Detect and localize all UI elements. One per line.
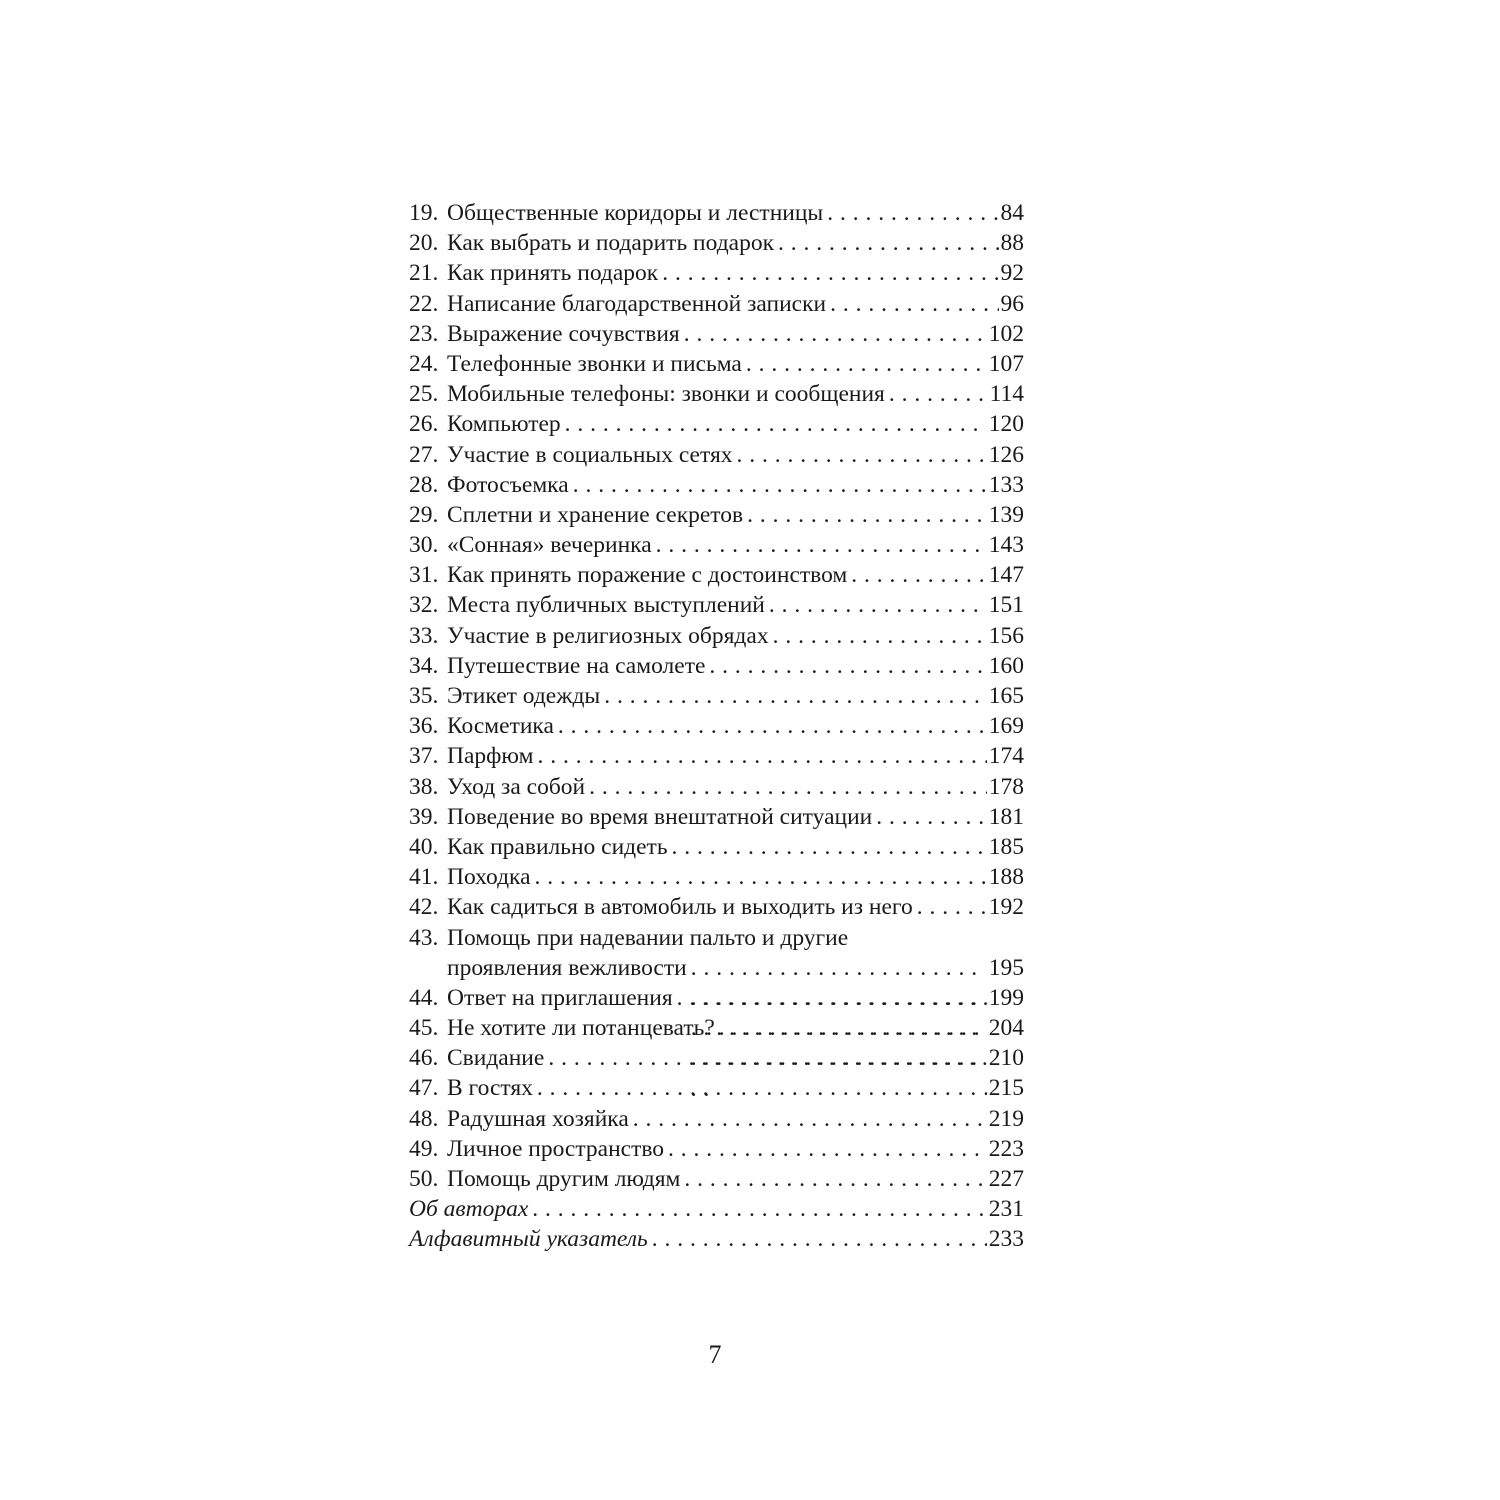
dot-leader	[830, 289, 998, 319]
page-number: 227	[988, 1166, 1024, 1193]
page-folio: 7	[708, 1340, 722, 1369]
dot-leader	[537, 1073, 987, 1103]
chapter-number: 45.	[409, 1015, 439, 1042]
page-number: 114	[989, 381, 1024, 408]
toc-entry	[409, 802, 1024, 832]
chapter-title: Этикет одежды	[447, 683, 601, 709]
dot-leader	[656, 530, 987, 560]
chapter-title: Ответ на приглашения	[447, 984, 673, 1011]
page-number: 192	[988, 894, 1024, 921]
page-number: 92	[1000, 260, 1024, 287]
page-number: 178	[988, 773, 1024, 800]
page-number: 195	[988, 954, 1024, 981]
page-number: 204	[988, 1015, 1024, 1042]
page-number: 102	[988, 320, 1024, 347]
page-number: 139	[988, 501, 1024, 528]
toc-entry	[409, 379, 1024, 409]
dot-leader	[747, 500, 987, 530]
chapter-number: 46.	[409, 1045, 439, 1072]
page-number: 143	[988, 532, 1024, 559]
toc-entry	[409, 651, 1024, 681]
chapter-number: 40.	[409, 833, 439, 860]
page-number: 107	[988, 350, 1024, 377]
chapter-number: 29.	[409, 501, 439, 528]
chapter-number: 24.	[409, 350, 439, 377]
chapter-title: Выражение сочувствия	[447, 320, 680, 347]
toc-entry	[409, 983, 1024, 1013]
dot-leader	[851, 560, 986, 590]
toc-entry	[409, 349, 1024, 379]
chapter-title: Парфюм	[447, 743, 534, 770]
toc-entry	[409, 258, 1024, 288]
chapter-title-line1: Помощь при надевании пальто и другие	[447, 924, 849, 951]
toc-entry	[409, 409, 1024, 439]
chapter-number: 49.	[409, 1135, 439, 1162]
toc-entry	[409, 621, 1024, 651]
page-number: 126	[988, 441, 1024, 468]
page-number: 231	[988, 1196, 1024, 1223]
chapter-number: 23.	[409, 320, 439, 347]
chapter-number: 28.	[409, 471, 439, 498]
chapter-title: Личное пространство	[447, 1135, 665, 1162]
chapter-title: Мобильные телефоны: звонки и сообщения	[447, 381, 885, 408]
chapter-title: Путешествие на самолете	[447, 652, 706, 679]
page-number: 181	[988, 803, 1024, 830]
toc-entry	[409, 832, 1024, 862]
toc-entry	[409, 892, 1024, 922]
chapter-number: 43.	[409, 924, 439, 951]
chapter-number: 19.	[409, 200, 439, 226]
table-of-contents	[409, 198, 1024, 1255]
chapter-number: 50.	[409, 1166, 439, 1193]
chapter-title: Свидание	[447, 1045, 545, 1072]
chapter-title: Компьютер	[447, 411, 561, 438]
toc-entry	[409, 862, 1024, 892]
chapter-number: 21.	[409, 260, 439, 287]
toc-entry	[409, 590, 1024, 620]
page-number: 96	[1000, 290, 1024, 317]
chapter-title: Участие в социальных сетях	[447, 441, 733, 468]
dot-leader	[677, 983, 987, 1013]
page-number: 199	[988, 984, 1024, 1011]
chapter-title: Косметика	[447, 713, 554, 740]
toc-entry	[409, 1073, 1024, 1103]
page-number: 185	[988, 833, 1024, 860]
chapter-number: 39.	[409, 803, 439, 830]
toc-entry	[409, 711, 1024, 741]
dot-leader	[558, 711, 987, 741]
page-number: 210	[988, 1045, 1024, 1072]
chapter-number: 27.	[409, 441, 439, 468]
dot-leader	[589, 772, 987, 802]
chapter-title: Телефонные звонки и письма	[447, 350, 742, 377]
chapter-number: 37.	[409, 743, 439, 770]
page-number: 188	[988, 864, 1024, 891]
chapter-title: Фотосъемка	[447, 471, 569, 498]
dot-leader	[684, 319, 987, 349]
chapter-number: 36.	[409, 713, 439, 740]
dot-leader	[737, 440, 987, 470]
dot-leader	[778, 228, 999, 258]
toc-entry	[409, 1134, 1024, 1164]
toc-entry-index	[409, 1224, 1024, 1254]
dot-leader	[604, 681, 987, 711]
toc-entry	[409, 923, 1024, 983]
page-number: 174	[988, 743, 1024, 770]
chapter-title: Помощь другим людям	[447, 1166, 681, 1193]
section-title: Алфавитный указатель	[409, 1226, 648, 1253]
toc-entry	[409, 440, 1024, 470]
toc-entry	[409, 560, 1024, 590]
chapter-number: 33.	[409, 622, 439, 649]
toc-entry	[409, 1104, 1024, 1134]
page-number: 165	[988, 683, 1024, 709]
toc-entry	[409, 741, 1024, 771]
chapter-number: 30.	[409, 532, 439, 559]
toc-entry	[409, 470, 1024, 500]
chapter-title: Как выбрать и подарить подарок	[447, 230, 774, 257]
toc-entry	[409, 1164, 1024, 1194]
page-number: 88	[1000, 230, 1024, 257]
chapter-number: 22.	[409, 290, 439, 317]
chapter-number: 26.	[409, 411, 439, 438]
page-number: 151	[988, 592, 1024, 619]
page-number: 84	[1000, 200, 1024, 226]
page-number: 133	[988, 471, 1024, 498]
toc-entry	[409, 228, 1024, 258]
dot-leader	[548, 1043, 986, 1073]
dot-leader	[633, 1104, 987, 1134]
page-number: 160	[988, 652, 1024, 679]
chapter-number: 31.	[409, 562, 439, 589]
dot-leader	[719, 1013, 987, 1043]
page-number: 233	[988, 1226, 1024, 1253]
chapter-title: Как принять поражение с достоинством	[447, 562, 848, 589]
dot-leader	[538, 741, 987, 771]
dot-leader	[652, 1224, 987, 1254]
chapter-title: Поведение во время внештатной ситуации	[447, 803, 873, 830]
dot-leader	[668, 1134, 987, 1164]
dot-leader	[769, 590, 987, 620]
chapter-title: Места публичных выступлений	[447, 592, 765, 619]
chapter-number: 20.	[409, 230, 439, 257]
dot-leader	[746, 349, 987, 379]
chapter-number: 38.	[409, 773, 439, 800]
chapter-number: 41.	[409, 864, 439, 891]
dot-leader	[535, 862, 987, 892]
chapter-number: 32.	[409, 592, 439, 619]
chapter-number: 48.	[409, 1105, 439, 1132]
page-number: 223	[988, 1135, 1024, 1162]
toc-entry	[409, 198, 1024, 228]
toc-entry	[409, 500, 1024, 530]
toc-entry	[409, 289, 1024, 319]
toc-entry	[409, 530, 1024, 560]
section-title: Об авторах	[409, 1196, 529, 1223]
chapter-number: 34.	[409, 652, 439, 679]
dot-leader	[662, 258, 998, 288]
chapter-number: 42.	[409, 894, 439, 921]
dot-leader	[573, 470, 987, 500]
page-number: 169	[988, 713, 1024, 740]
dot-leader	[672, 832, 987, 862]
toc-entry-about-authors	[409, 1194, 1024, 1224]
chapter-title: Написание благодарственной записки	[447, 290, 827, 317]
dot-leader	[827, 198, 998, 228]
chapter-number: 47.	[409, 1075, 439, 1102]
toc-entry	[409, 772, 1024, 802]
chapter-title-line2: проявления вежливости	[447, 954, 687, 981]
chapter-title: Радушная хозяйка	[447, 1105, 629, 1132]
page-number: 219	[988, 1105, 1024, 1132]
chapter-number: 44.	[409, 984, 439, 1011]
chapter-title: Не хотите ли потанцевать?	[447, 1015, 715, 1042]
chapter-number: 25.	[409, 381, 439, 408]
toc-entry	[409, 681, 1024, 711]
dot-leader	[684, 1164, 986, 1194]
toc-entry	[409, 1043, 1024, 1073]
chapter-title: Сплетни и хранение секретов	[447, 501, 744, 528]
chapter-title: Как правильно сидеть	[447, 833, 668, 860]
chapter-title: Как принять подарок	[447, 260, 659, 287]
chapter-title: «Сонная» вечеринка	[447, 532, 652, 559]
chapter-title: Участие в религиозных обрядах	[447, 622, 769, 649]
chapter-title: Как садиться в автомобиль и выходить из него	[447, 894, 913, 921]
page-number: 156	[988, 622, 1024, 649]
chapter-title: Походка	[447, 864, 531, 891]
page-number: 147	[988, 562, 1024, 589]
dot-leader	[532, 1194, 986, 1224]
page-number: 120	[988, 411, 1024, 438]
chapter-title: Общественные коридоры и лестницы	[447, 200, 824, 226]
chapter-title: Уход за собой	[447, 773, 586, 800]
dot-leader	[889, 379, 988, 409]
dot-leader	[565, 409, 987, 439]
dot-leader	[709, 651, 986, 681]
dot-leader	[876, 802, 987, 832]
toc-entry	[409, 319, 1024, 349]
chapter-title: В гостях	[447, 1075, 533, 1102]
dot-leader	[917, 892, 987, 922]
dot-leader	[773, 621, 987, 651]
chapter-number: 35.	[409, 683, 439, 709]
page-number: 215	[988, 1075, 1024, 1102]
